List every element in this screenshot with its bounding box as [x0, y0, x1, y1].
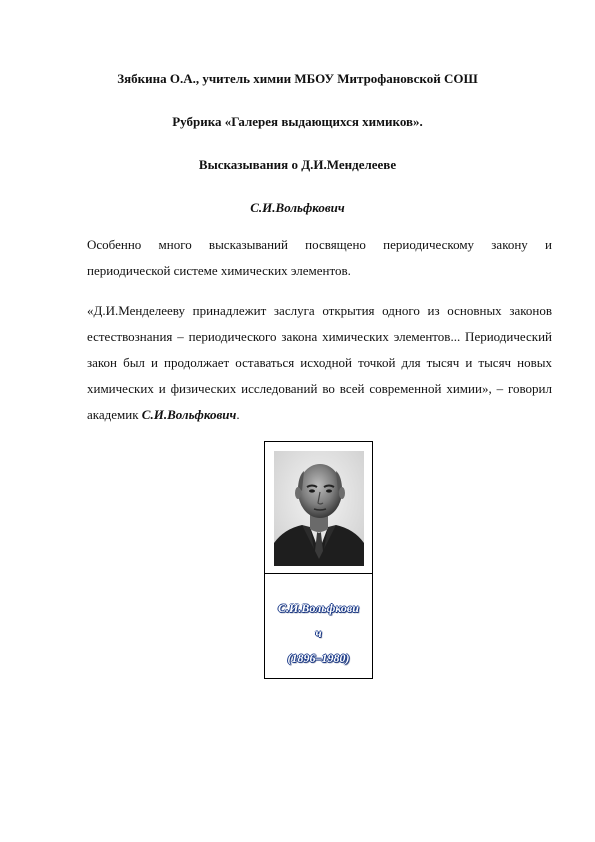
quote-end: . — [236, 407, 240, 422]
portrait-table — [264, 441, 373, 679]
quote-author: С.И.Вольфкович — [141, 407, 237, 422]
portrait-caption — [265, 574, 372, 678]
caption-name-part2: ч — [315, 626, 322, 640]
caption-name-part1: С.И.Вольфкови — [278, 601, 359, 615]
quote-paragraph — [87, 298, 552, 428]
author-line: Зябкина О.А., учитель химии МБОУ Митрофановской СОШ — [117, 71, 478, 86]
portrait-photo-cell — [265, 442, 372, 574]
person-heading: С.И.Вольфкович — [250, 200, 345, 215]
intro-paragraph: Особенно много высказываний посвящено периодическому закону и периодической системе химических элементов. — [87, 237, 552, 278]
quote-text: «Д.И.Менделееву принадлежит заслуга открытия одного из основных законов естествознания – периодического закона химических элементов... Периодический закон был и продолжает оставаться исходной точкой для тысяч и тысяч новых химических и физических исследований во всей современной химии», – говорил академик — [87, 303, 552, 422]
topic-title: Высказывания о Д.И.Менделееве — [198, 157, 397, 172]
rubric-title: Рубрика «Галерея выдающихся химиков». — [172, 114, 423, 129]
caption-years: (1896–1980) — [287, 651, 350, 665]
portrait-photo — [274, 451, 364, 566]
